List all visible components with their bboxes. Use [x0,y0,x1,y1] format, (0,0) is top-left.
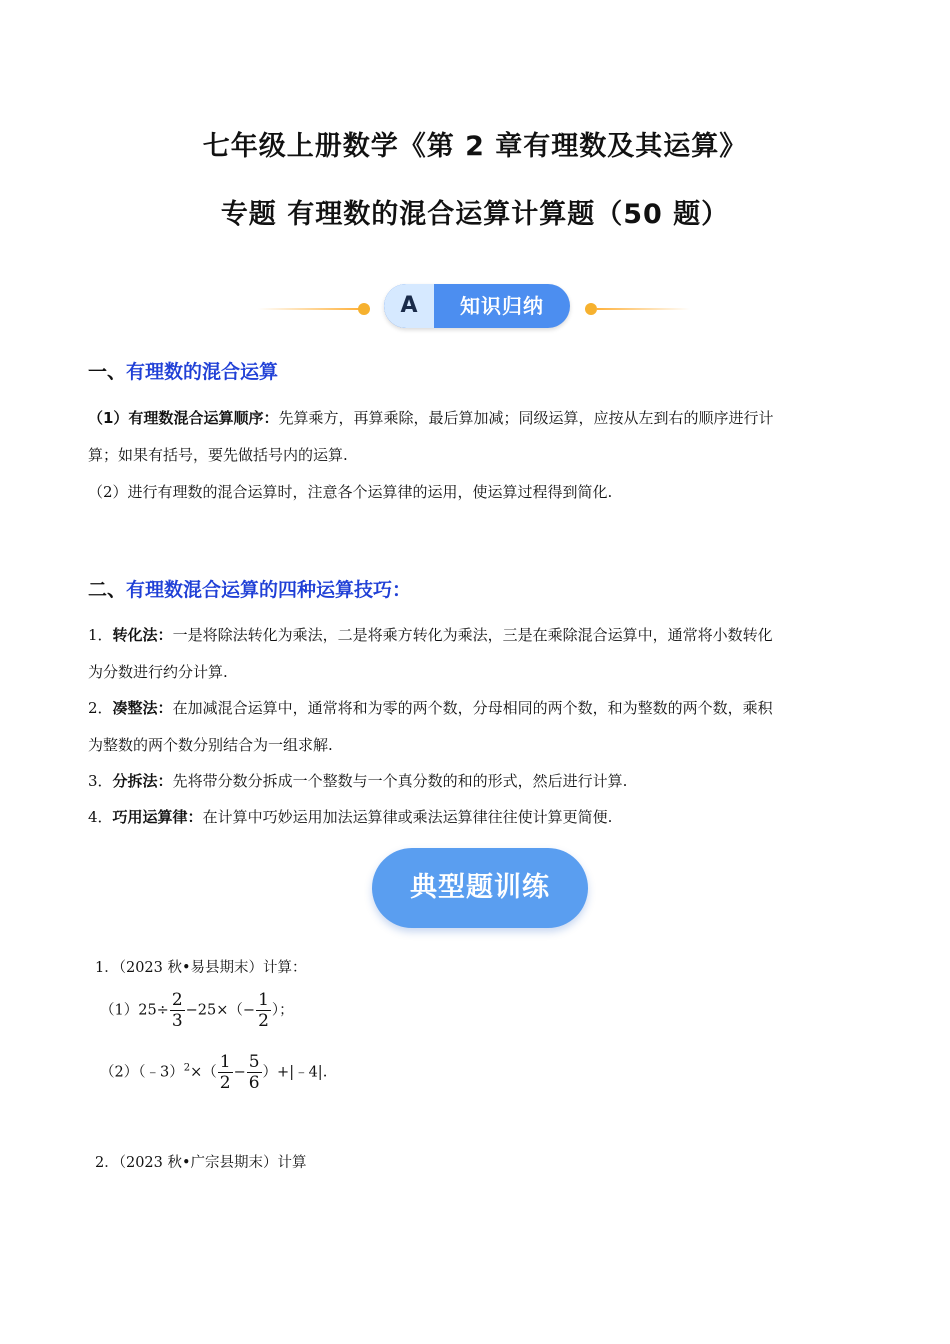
item-bold: 巧用运算律： [112,808,203,826]
item-num: 1． [88,626,113,644]
banner-pill [384,284,570,328]
expr-text: ×（ [190,1064,217,1081]
section2-item-1 [88,617,878,691]
section2-heading [88,575,411,602]
title-line-1: 七年级上册数学《第 2 章有理数及其运算》 [202,131,748,162]
item-bold: 转化法： [112,626,173,644]
section1-num: 一、 [88,361,127,383]
item-bold: 凑整法： [112,699,173,717]
title-line-2: 专题 有理数的混合运算计算题（50 题） [220,199,730,230]
numerator: 5 [248,1052,260,1072]
section1-paragraph-1 [88,400,878,474]
question-1-part-b [100,1052,327,1093]
item-bold: 分拆法： [112,772,173,790]
knowledge-banner [258,284,690,328]
section1-p1-cont: 算；如果有括号，要先做括号内的运算. [88,446,348,464]
expr-text: − [233,1064,246,1081]
item-num: 3． [88,772,113,790]
section2-num: 二、 [88,579,127,601]
question-1-part-a [100,990,294,1031]
expr-text: ）； [271,1002,294,1019]
item-text: 在计算中巧妙运用加法运算律或乘法运算律往往使计算更简便. [202,808,613,826]
banner-line-left [258,308,360,310]
section2-title: 有理数混合运算的四种运算技巧： [126,579,412,601]
banner-dot-left [358,303,370,315]
denominator: 2 [219,1073,231,1093]
section2-item-2 [88,690,878,764]
item-text: 在加减混合运算中，通常将和为零的两个数，分母相同的两个数，和为整数的两个数，乘积 [172,699,773,717]
banner-line-right [596,308,690,310]
fraction [256,990,271,1031]
fraction [170,990,185,1031]
section1-paragraph-2: （2）进行有理数的混合运算时，注意各个运算律的运用，使运算过程得到简化. [88,483,613,501]
item-cont: 为整数的两个数分别结合为一组求解. [88,736,333,754]
expr-text: （2）（﹣3） [100,1064,184,1081]
question-1-head: 1．（2023 秋•易县期末）计算： [95,960,307,976]
fraction [247,1052,262,1093]
practice-button: 典型题训练 [372,848,588,928]
section2-item-3 [88,763,878,800]
section1-heading [88,357,278,384]
item-text: 一是将除法转化为乘法，二是将乘方转化为乘法，三是在乘除混合运算中，通常将小数转化 [172,626,773,644]
denominator: 6 [248,1073,260,1093]
item-text: 先将带分数分拆成一个整数与一个真分数的和的形式，然后进行计算. [172,772,628,790]
banner-label: 知识归纳 [460,294,544,318]
expr-text: ）+|﹣4|. [262,1064,328,1081]
question-2-head: 2．（2023 秋•广宗县期末）计算 [95,1155,307,1171]
banner-letter: A [384,284,434,328]
section2-item-4 [88,799,878,836]
expr-text: −25×（− [185,1002,256,1019]
denominator: 2 [258,1011,269,1031]
item-num: 4． [88,808,113,826]
section1-title: 有理数的混合运算 [126,361,279,383]
expr-text: （1）25÷ [100,1002,169,1019]
denominator: 3 [171,1011,183,1031]
section1-p1-bold: （1）有理数混合运算顺序： [88,409,279,427]
numerator: 1 [219,1052,231,1072]
item-cont: 为分数进行约分计算. [88,663,228,681]
section1-p1-text: 先算乘方，再算乘除，最后算加减；同级运算，应按从左到右的顺序进行计 [278,409,774,427]
numerator: 1 [258,990,269,1010]
fraction [218,1052,233,1093]
item-num: 2． [88,699,113,717]
exponent: 2 [183,1062,191,1074]
numerator: 2 [171,990,183,1010]
